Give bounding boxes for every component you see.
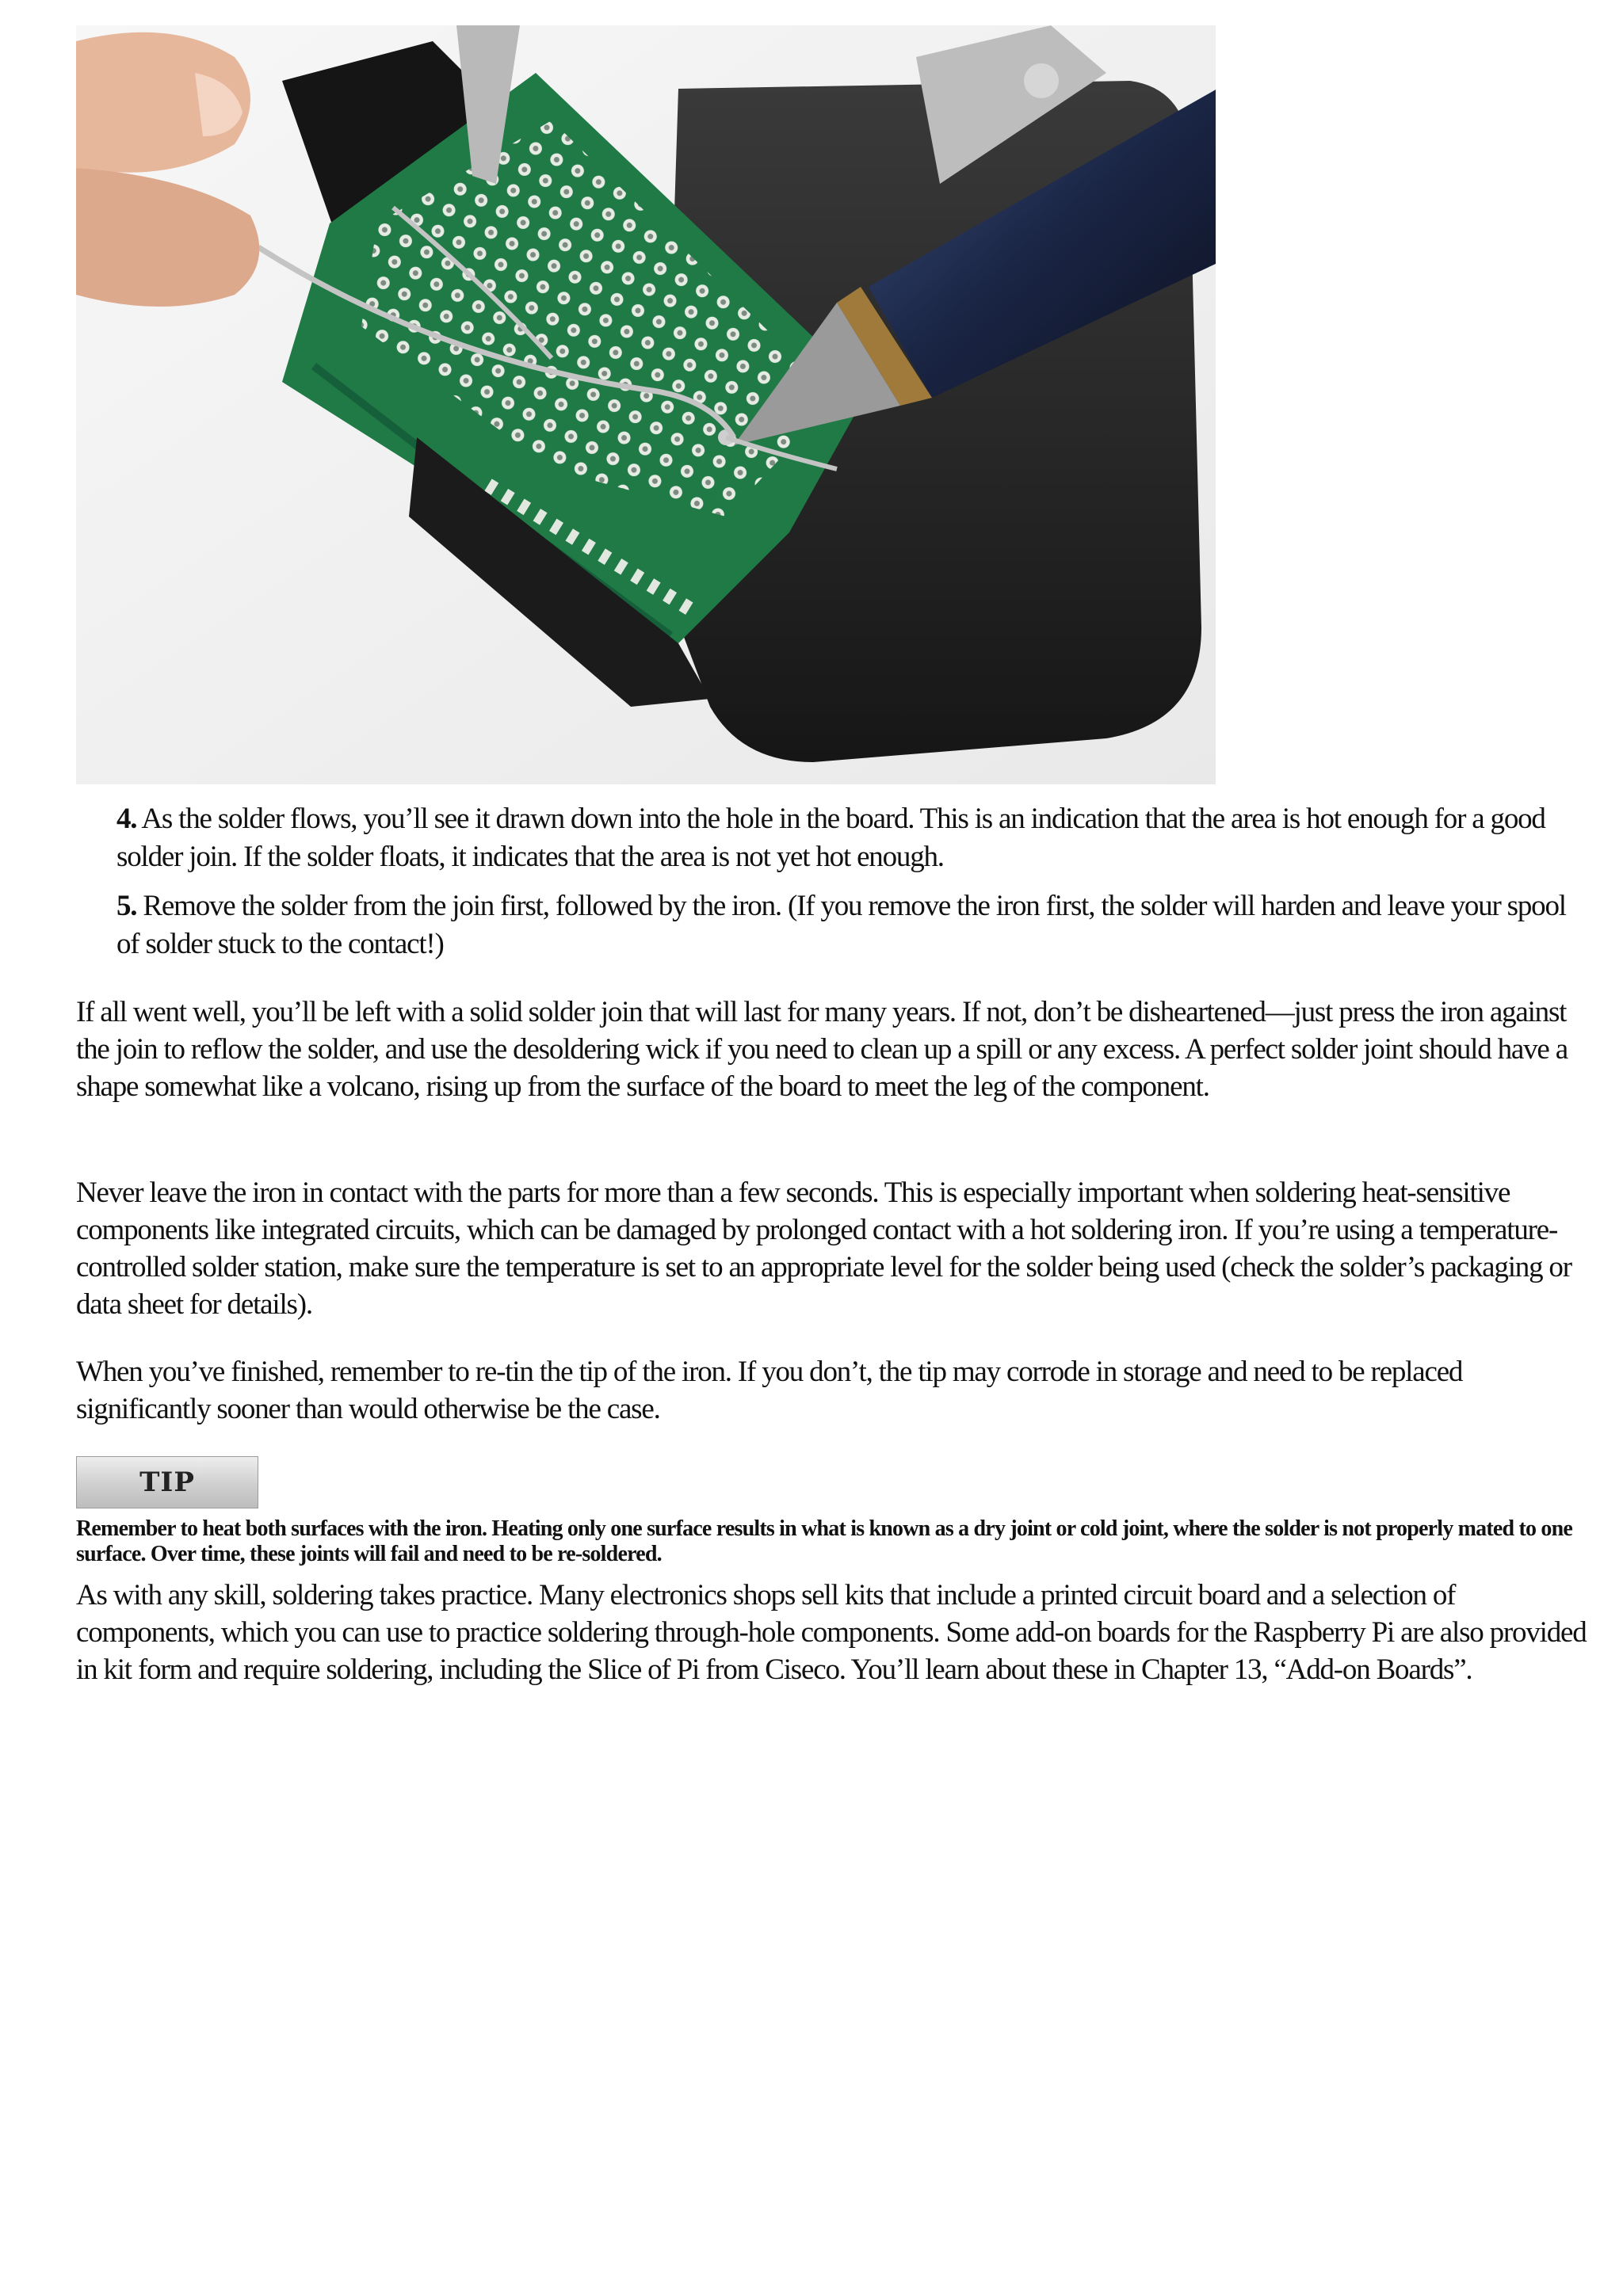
- step-number: 5.: [116, 890, 137, 922]
- soldering-photo-illustration: [76, 25, 1216, 784]
- step-item: [116, 887, 1591, 963]
- paragraph-heat-warning: Never leave the iron in contact with the parts for more than a few seconds. This is especially important when soldering heat-sensitive components like integrated circuits, which can be damaged by prolonged contact with a hot soldering iron. If you’re using a temperature-controlled solder station, make sure the temperature is set to an appropriate level for the solder being used (check the solder’s packaging or data sheet for details).: [76, 1177, 1571, 1321]
- step-item: [116, 800, 1591, 876]
- step-text: As the solder flows, you’ll see it drawn down into the hole in the board. This is an indication that the area is hot enough for a good solder join. If the solder floats, it indicates that the area is not yet hot enough.: [116, 803, 1545, 873]
- step-text: Remove the solder from the join first, followed by the iron. (If you remove the iron first, the solder will harden and leave your spool of solder stuck to the contact!): [116, 890, 1566, 960]
- paragraph-practice: As with any skill, soldering takes practice. Many electronics shops sell kits that include a printed circuit board and a selection of components, which you can use to practice soldering through-hole components. Some add-on boards for the Raspberry Pi are also provided in kit form and require soldering, including the Slice of Pi from Ciseco. You’ll learn about these in Chapter 13, “Add-on Boards”.: [76, 1579, 1587, 1686]
- soldering-photo: [76, 25, 1216, 784]
- tip-text: Remember to heat both surfaces with the iron. Heating only one surface results in what is known as a dry joint or cold joint, where the solder is not properly mated to one surface. Over time, these joints will fail and need to be re-soldered.: [76, 1516, 1572, 1566]
- paragraph-retin: When you’ve finished, remember to re-tin the tip of the iron. If you don’t, the tip may corrode in storage and need to be replaced significantly sooner than would otherwise be the case.: [76, 1356, 1463, 1425]
- numbered-steps: [116, 800, 1591, 974]
- step-number: 4.: [116, 803, 137, 835]
- paragraph-solid-join: If all went well, you’ll be left with a solid solder join that will last for many years. If not, don’t be disheartened—just press the iron against the join to reflow the solder, and use the desoldering wick if you need to clean up a spill or any excess. A perfect solder joint should have a shape somewhat like a volcano, rising up from the surface of the board to meet the leg of the component.: [76, 996, 1568, 1103]
- tip-badge: TIP: [76, 1456, 258, 1508]
